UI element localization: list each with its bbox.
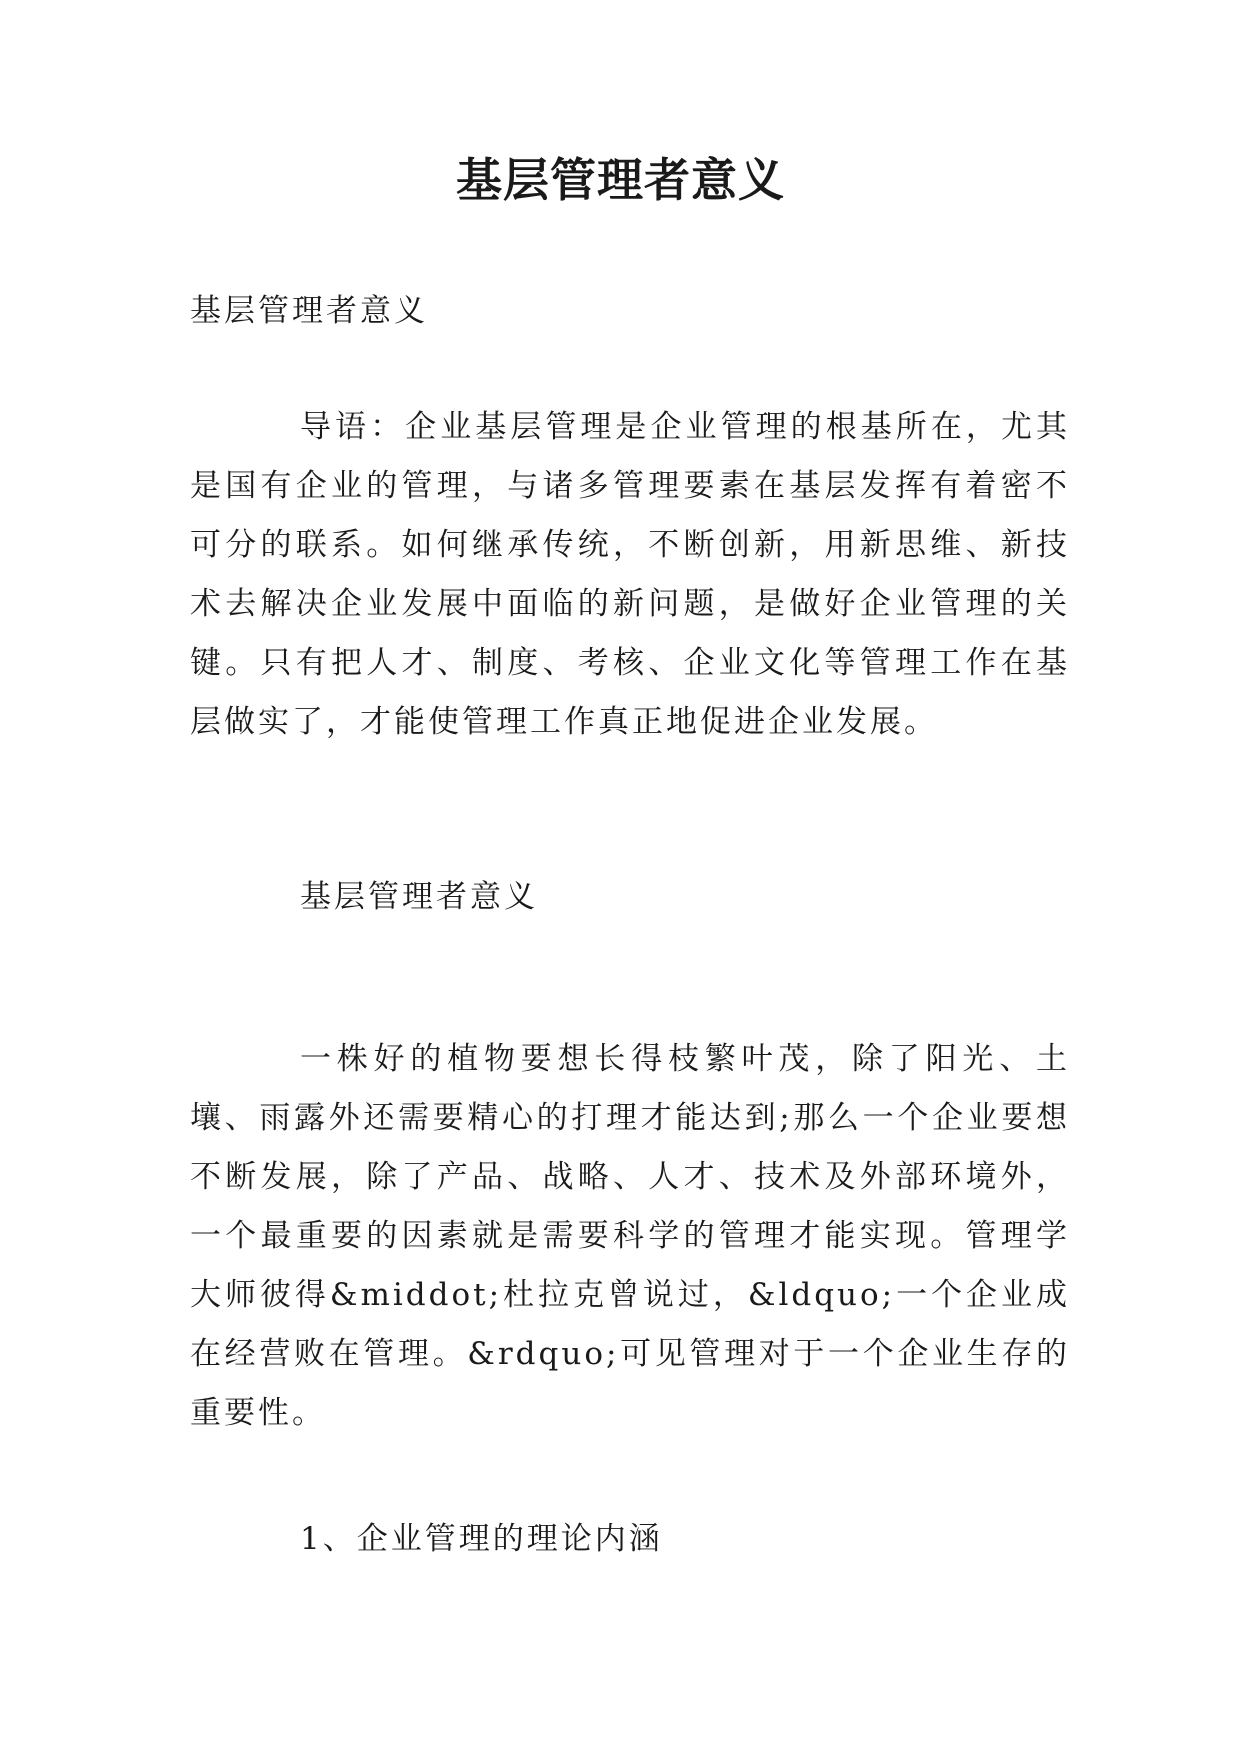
- body-paragraph: 一株好的植物要想长得枝繁叶茂，除了阳光、土壤、雨露外还需要精心的打理才能达到;那么一个企业要想不断发展，除了产品、战略、人才、技术及外部环境外，一个最重要的因素就是需要科学的管理才能实现。管理学大师彼得&middot;杜拉克曾说过，&ldquo;一个企业成在经营败在管理。&rdquo;可见管理对于一个企业生存的重要性。: [190, 1041, 1070, 1431]
- section-heading: 基层管理者意义: [300, 879, 538, 915]
- document-subtitle: 基层管理者意义: [190, 293, 428, 329]
- document-title: 基层管理者意义: [456, 153, 785, 207]
- intro-paragraph: 导语：企业基层管理是企业管理的根基所在，尤其是国有企业的管理，与诸多管理要素在基层发挥有着密不可分的联系。如何继承传统，不断创新，用新思维、新技术去解决企业发展中面临的新问题，是做好企业管理的关键。只有把人才、制度、考核、企业文化等管理工作在基层做实了，才能使管理工作真正地促进企业发展。: [190, 409, 1070, 740]
- section-1-heading: 1、企业管理的理论内涵: [300, 1521, 663, 1557]
